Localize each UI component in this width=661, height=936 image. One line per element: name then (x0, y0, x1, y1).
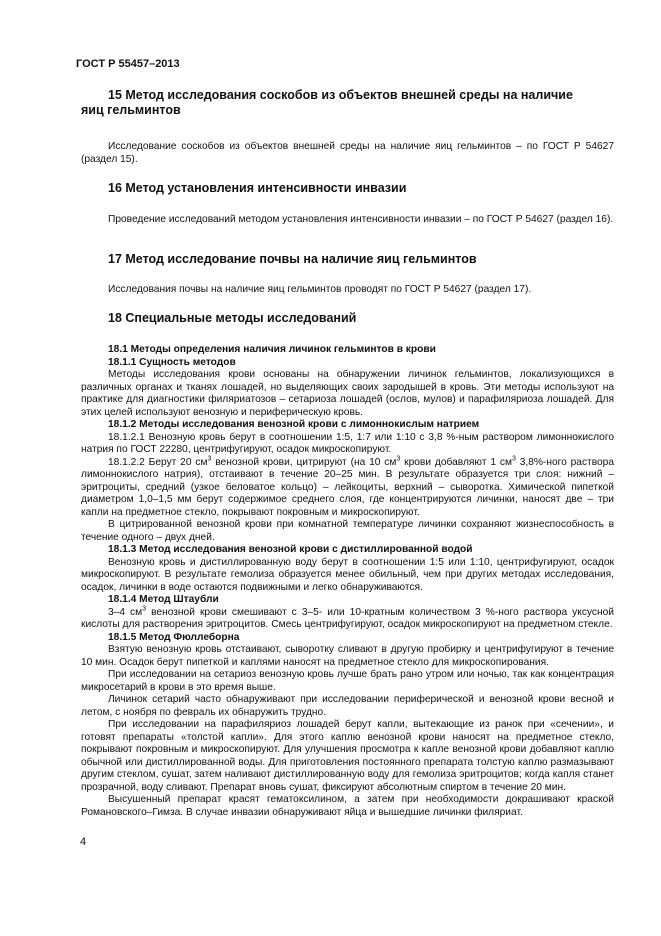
paragraph-18-1-2-2 (81, 457, 614, 520)
paragraph-citrate: В цитрированной венозной крови при комнатной температуре личинки сохраняют жизнеспособность в течение одного – двух дней. (81, 519, 614, 543)
subsection-18-1-3-heading: 18.1.3 Метод исследования венозной крови с дистиллированной водой (108, 544, 473, 555)
paragraph-18-1-3: Венозную кровь и дистиллированную воду берут в соотношении 1:5 или 1:10, центрифугируют, осадок микроскопируют. В результате гемолиза образуется менее обильный, чем при других методах исследования, осадок, личинки в воде остаются подвижными и легко обнаруживаются. (81, 556, 614, 593)
section-17-text: Исследования почвы на наличие яиц гельминтов проводят по ГОСТ Р 54627 (раздел 17). (108, 283, 532, 295)
section-18-body (81, 344, 614, 819)
section-18-title: 18 Специальные методы исследований (108, 311, 357, 325)
paragraph-18-1-5-1: Взятую венозную кровь отстаивают, сыворотку сливают в другую пробирку и центрифугируют в течение 10 мин. Осадок берут пипеткой и каплями наносят на предметное стекло для микроскопирования. (81, 644, 614, 668)
document-body (81, 88, 614, 819)
section-18-heading (81, 311, 614, 326)
text-run: 3,8%-ного раствора лимоннокислого натрия), отстаивают в течение 20–25 мин. В результате образуется три слоя: нижний – эритроциты, средний (узкое беловатое кольцо) – лейкоциты, верхний – сыворотка. Химической пипеткой диаметром 1,0–1,5 мм берут содержимое среднего слоя, где концентрируются личинки, наносят две – три капли на предметное стекло, покрывают покровным и микроскопируют. (81, 456, 615, 518)
paragraph-18-1-5-3: Личинок сетарий часто обнаруживают при исследовании периферической и венозной крови весной и летом, с ноября по февраль их обнаружить трудно. (81, 694, 614, 718)
subsection-18-1-5-heading: 18.1.5 Метод Фюллеборна (108, 631, 240, 643)
text-run: венозной крови смешивают с 3–5- или 10-кратным количеством 3 %-ного раствора уксусной кислоты для растворения эритроцитов. Смесь центрифугируют, осадок микроскопируют на предметном стекле. (81, 606, 614, 630)
subsection-18-1-1-heading: 18.1.1 Сущность методов (108, 356, 236, 368)
text-run: 3–4 см (108, 606, 143, 618)
text-run: 18.1.2.2 Берут 20 см (108, 456, 208, 468)
paragraph-18-1-4 (81, 607, 614, 632)
superscript: 3 (511, 455, 516, 463)
subsection-18-1-heading: 18.1 Методы определения наличия личинок гельминтов в крови (108, 344, 436, 355)
paragraph-18-1-2-1: 18.1.2.1 Венозную кровь берут в соотношении 1:5, 1:7 или 1:10 с 3,8 %-ным раствором лимоннокислого натрия по ГОСТ 22280, центрифугируют, осадок микроскопируют. (81, 431, 614, 455)
section-17-heading (81, 252, 614, 267)
superscript: 3 (396, 455, 401, 463)
section-16-title: 16 Метод установления интенсивности инвазии (108, 181, 407, 195)
section-15-heading (81, 88, 614, 103)
section-17-title: 17 Метод исследование почвы на наличие яиц гельминтов (108, 251, 477, 266)
paragraph-18-1-1: Методы исследования крови основаны на обнаружении личинок гельминтов, локализующихся в различных органах и тканях лошадей, но выделяющих своих зародышей в кровь. Эти методы используют на практике для диагностики филяриатозов – сетариоза лошадей (ослов, мулов) и парафиляриоза лошадей. Для этих целей используют венозную и периферическую кровь. (81, 369, 614, 418)
superscript: 3 (207, 455, 212, 463)
paragraph-18-1-5-2: При исследовании на сетариоз венозную кровь лучше брать рано утром или ночью, так как концентрация микросетарий в крови в это время выше. (81, 669, 614, 693)
page-number: 4 (80, 836, 87, 848)
section-15-text: Исследование соскобов из объектов внешней среды на наличие яиц гельминтов – по ГОСТ Р 54627 (раздел 15). (81, 141, 614, 165)
section-15-title-line1: 15 Метод исследования соскобов из объектов внешней среды на наличие (108, 88, 573, 102)
section-15-title-line2: яиц гельминтов (81, 103, 181, 117)
paragraph-18-1-5-4: При исследовании на парафиляриоз лошадей берут капли, вытекающие из ранок при «сечении», и готовят препараты «толстой капли». Для этого каплю венозной крови наносят на предметное стекло, покрывают покровным и микроскопируют. Для улучшения просмотра к капле венозной крови добавляют каплю обычной или дистиллированной воды. Для приготовления постоянного препарата толстую каплю размазывают другим стеклом, сушат, затем наливают дистиллированную воду для гемолиза эритроцитов; когда капля станет прозрачной, воду сливают. Препарат вновь сушат, фиксируют абсолютным спиртом в течение 20 мин. (81, 719, 614, 793)
paragraph-18-1-5-5: Высушенный препарат красят гематоксилином, а затем при необходимости докрашивают краской Романовского–Гимза. В случае инвазии обнаруживают яйца и вышедшие личинки филяриат. (81, 794, 614, 818)
text-run: венозной крови, цитрируют (на 10 см (211, 456, 397, 468)
section-16-heading (81, 181, 614, 196)
subsection-18-1-4-heading: 18.1.4 Метод Штаубли (108, 594, 219, 605)
document-header: ГОСТ Р 55457–2013 (76, 58, 180, 70)
superscript: 3 (142, 605, 147, 613)
subsection-18-1-2-heading: 18.1.2 Методы исследования венозной крови с лимоннокислым натрием (108, 419, 480, 430)
section-16-text: Проведение исследований методом установления интенсивности инвазии – по ГОСТ Р 54627 (раздел 16). (108, 214, 614, 225)
text-run: крови добавляют 1 см (400, 456, 512, 468)
